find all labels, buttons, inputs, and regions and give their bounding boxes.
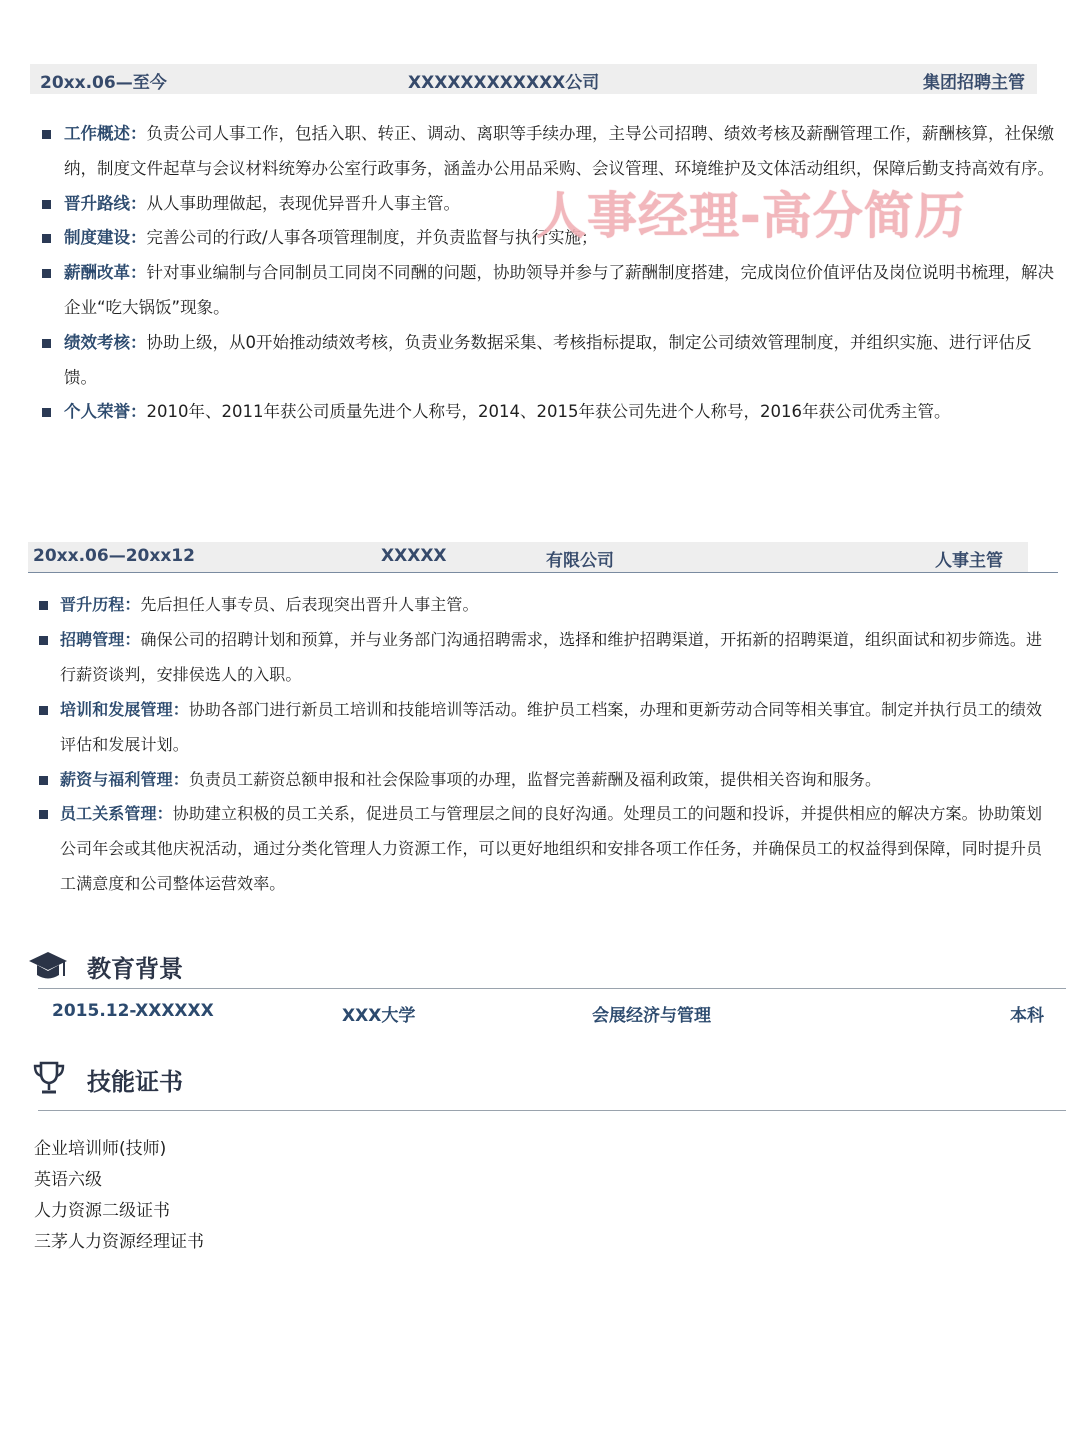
list-item: 晋升路线：从人事助理做起，表现优异晋升人事主管。	[64, 187, 1064, 222]
trophy-icon	[32, 1060, 66, 1096]
list-item: 培训和发展管理：协助各部门进行新员工培训和技能培训等活动。维护员工档案，办理和更新劳动合同等相关事宜。制定并执行员工的绩效评估和发展计划。	[60, 693, 1052, 763]
bullet-square-icon	[39, 636, 48, 645]
education-degree: 本科	[1010, 1006, 1044, 1026]
job2-header	[28, 542, 1028, 572]
list-item: 招聘管理：确保公司的招聘计划和预算，并与业务部门沟通招聘需求，选择和维护招聘渠道，开拓新的招聘渠道，组织面试和初步筛选。进行薪资谈判，安排侯选人的入职。	[60, 623, 1052, 693]
bullet-square-icon	[39, 776, 48, 785]
job1-header	[30, 64, 1037, 94]
job1-position: 集团招聘主管	[923, 73, 1025, 93]
graduation-cap-icon	[28, 950, 68, 984]
bullet-square-icon	[42, 269, 51, 278]
job2-position: 人事主管	[935, 551, 1003, 571]
bullet-square-icon	[42, 130, 51, 139]
job2-duties	[60, 588, 1052, 902]
job2-company-a: XXXXX	[381, 546, 447, 566]
bullet-square-icon	[39, 810, 48, 819]
list-item: 制度建设：完善公司的行政/人事各项管理制度，并负责监督与执行实施；	[64, 221, 1064, 256]
skills-title: 技能证书	[87, 1068, 183, 1096]
list-item: 三茅人力资源经理证书	[34, 1232, 204, 1252]
divider	[38, 988, 1066, 989]
bullet-square-icon	[39, 601, 48, 610]
bullet-square-icon	[42, 234, 51, 243]
job2-period: 20xx.06—20xx12	[33, 546, 195, 566]
list-item: 员工关系管理：协助建立积极的员工关系，促进员工与管理层之间的良好沟通。处理员工的问题和投诉，并提供相应的解决方案。协助策划公司年会或其他庆祝活动，通过分类化管理人力资源工作，可以更好地组织和安排各项工作任务，并确保员工的权益得到保障，同时提升员工满意度和公司整体运营效率。	[60, 797, 1052, 902]
job1-duties	[64, 117, 1064, 430]
list-item: 薪酬改革：针对事业编制与合同制员工同岗不同酬的问题，协助领导并参与了薪酬制度搭建，完成岗位价值评估及岗位说明书梳理，解决企业“吃大锅饭”现象。	[64, 256, 1064, 326]
list-item: 英语六级	[34, 1170, 102, 1190]
list-item: 工作概述：负责公司人事工作，包括入职、转正、调动、离职等手续办理，主导公司招聘、绩效考核及薪酬管理工作，薪酬核算，社保缴纳，制度文件起草与会议材料统筹办公室行政事务，涵盖办公用品采购、会议管理、环境维护及文体活动组织，保障后勤支持高效有序。	[64, 117, 1064, 187]
list-item: 人力资源二级证书	[34, 1201, 170, 1221]
bullet-square-icon	[42, 408, 51, 417]
list-item: 绩效考核：协助上级，从0开始推动绩效考核，负责业务数据采集、考核指标提取，制定公司绩效管理制度，并组织实施、进行评估反馈。	[64, 326, 1064, 396]
education-school: XXX大学	[342, 1006, 416, 1026]
list-item: 薪资与福利管理：负责员工薪资总额申报和社会保险事项的办理，监督完善薪酬及福利政策，提供相关咨询和服务。	[60, 763, 1052, 798]
job2-company-b: 有限公司	[546, 551, 614, 571]
job1-period: 20xx.06—至今	[40, 73, 167, 93]
education-title: 教育背景	[87, 955, 183, 983]
bullet-square-icon	[42, 200, 51, 209]
job1-company: XXXXXXXXXXXX公司	[408, 73, 600, 93]
bullet-square-icon	[39, 706, 48, 715]
divider	[38, 1110, 1066, 1111]
list-item: 晋升历程：先后担任人事专员、后表现突出晋升人事主管。	[60, 588, 1052, 623]
education-major: 会展经济与管理	[592, 1006, 711, 1026]
list-item: 个人荣誉：2010年、2011年获公司质量先进个人称号，2014、2015年获公司先进个人称号，2016年获公司优秀主管。	[64, 395, 1064, 430]
bullet-square-icon	[42, 339, 51, 348]
list-item: 企业培训师(技师)	[34, 1139, 167, 1159]
education-period: 2015.12-XXXXXX	[52, 1001, 214, 1021]
divider	[28, 572, 1058, 573]
watermark-title: 人事经理-高分简历	[536, 187, 966, 245]
